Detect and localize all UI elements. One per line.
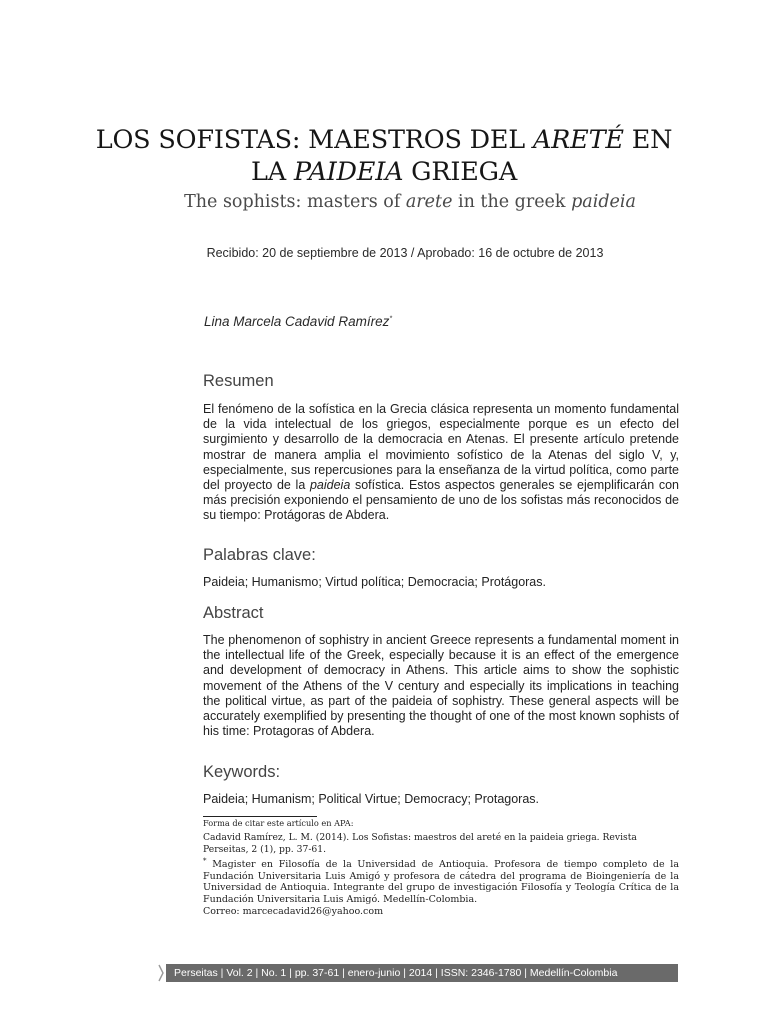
footer-bracket-icon bbox=[157, 963, 165, 983]
received-approved-dates: Recibido: 20 de septiembre de 2013 / Aprobado: 16 de octubre de 2013 bbox=[206, 246, 604, 260]
title-italic-paideia: PAIDEIA bbox=[293, 157, 404, 187]
author-name bbox=[204, 314, 392, 329]
abstract-heading: Abstract bbox=[203, 604, 264, 622]
resumen-text-part: sofística. Estos aspectos generales se ejemplificarán con más precisión exponiendo el pensamiento de uno de los sofistas más reconocidos de su tiempo: Protágoras de Abdera. bbox=[203, 478, 679, 523]
subtitle-text: The sophists: masters of bbox=[184, 192, 406, 212]
subtitle-italic: paideia bbox=[571, 192, 636, 212]
resumen-heading: Resumen bbox=[203, 372, 274, 390]
resumen-text-part: El fenómeno de la sofística en la Grecia clásica representa un momento fundamental de la vida intelectual de los griegos, especialmente porque es un efecto del surgimiento y desarrollo de la democracia en Atenas. El presente artículo pretende mostrar de manera amplia el movimiento sofístico de la Atenas del siglo V, y, especialmente, sus repercusiones para la enseñanza de la virtud política, como parte del proyecto de la bbox=[203, 402, 679, 493]
palabras-clave-text: Paideia; Humanismo; Virtud política; Democracia; Protágoras. bbox=[203, 575, 546, 589]
author-name-text: Lina Marcela Cadavid Ramírez bbox=[204, 314, 390, 329]
journal-footer: Perseitas | Vol. 2 | No. 1 | pp. 37-61 | enero-junio | 2014 | ISSN: 2346-1780 | Medellín-Colombia bbox=[174, 967, 618, 979]
author-email: Correo: marcecadavid26@yahoo.com bbox=[203, 906, 384, 917]
citation-text: Cadavid Ramírez, L. M. (2014). Los Sofistas: maestros del areté en la paideia griega. Revista Perseitas, 2 (1), pp. 37-61. bbox=[203, 832, 637, 855]
citation-label: Forma de citar este artículo en APA: bbox=[203, 818, 354, 828]
abstract-text: The phenomenon of sophistry in ancient Greece represents a fundamental moment in the intellectual life of the Greek, especially because it is an effect of the emergence and development of democracy in Athens. This article aims to show the sophistic movement of the Athens of the V century and especially its implications in teaching the political virtue, as part of the paideia of sophistry. These general aspects will be accurately exemplified by presenting the thought of one of the most known sophists of his time: Protagoras of Abdera. bbox=[203, 633, 679, 739]
title-line-1 bbox=[0, 124, 768, 156]
title-line-2 bbox=[0, 156, 768, 188]
author-footnote-mark: * bbox=[389, 315, 393, 323]
subtitle-italic: arete bbox=[405, 192, 453, 212]
footnote-divider bbox=[203, 816, 317, 817]
palabras-clave-heading: Palabras clave: bbox=[203, 546, 316, 564]
title-text: LA bbox=[250, 157, 294, 187]
keywords-heading: Keywords: bbox=[203, 763, 281, 781]
title-italic-arete: ARETÉ bbox=[532, 125, 624, 155]
title-text: GRIEGA bbox=[403, 157, 518, 187]
author-footnote bbox=[203, 856, 679, 906]
title-text: LOS SOFISTAS: MAESTROS DEL bbox=[95, 125, 533, 155]
resumen-text bbox=[203, 402, 679, 524]
resumen-text-italic: paideia bbox=[309, 478, 351, 493]
author-footnote-mark: * bbox=[203, 857, 207, 865]
keywords-text: Paideia; Humanism; Political Virtue; Democracy; Protagoras. bbox=[203, 792, 540, 806]
article-subtitle bbox=[0, 192, 768, 212]
article-title bbox=[0, 124, 768, 188]
title-text: EN bbox=[623, 125, 673, 155]
author-footnote-text: Magister en Filosofía de la Universidad de Antioquia. Profesora de tiempo completo de la Fundación Universitaria Luis Amigó y profesora de cátedra del programa de Bioingeniería de la Universidad de Antioquia. Integrante del grupo de investigación Filosofía y Teología Crítica de la Fundación Universitaria Luis Amigó. Medellín-Colombia. bbox=[203, 859, 679, 905]
subtitle-text: in the greek bbox=[452, 192, 572, 212]
